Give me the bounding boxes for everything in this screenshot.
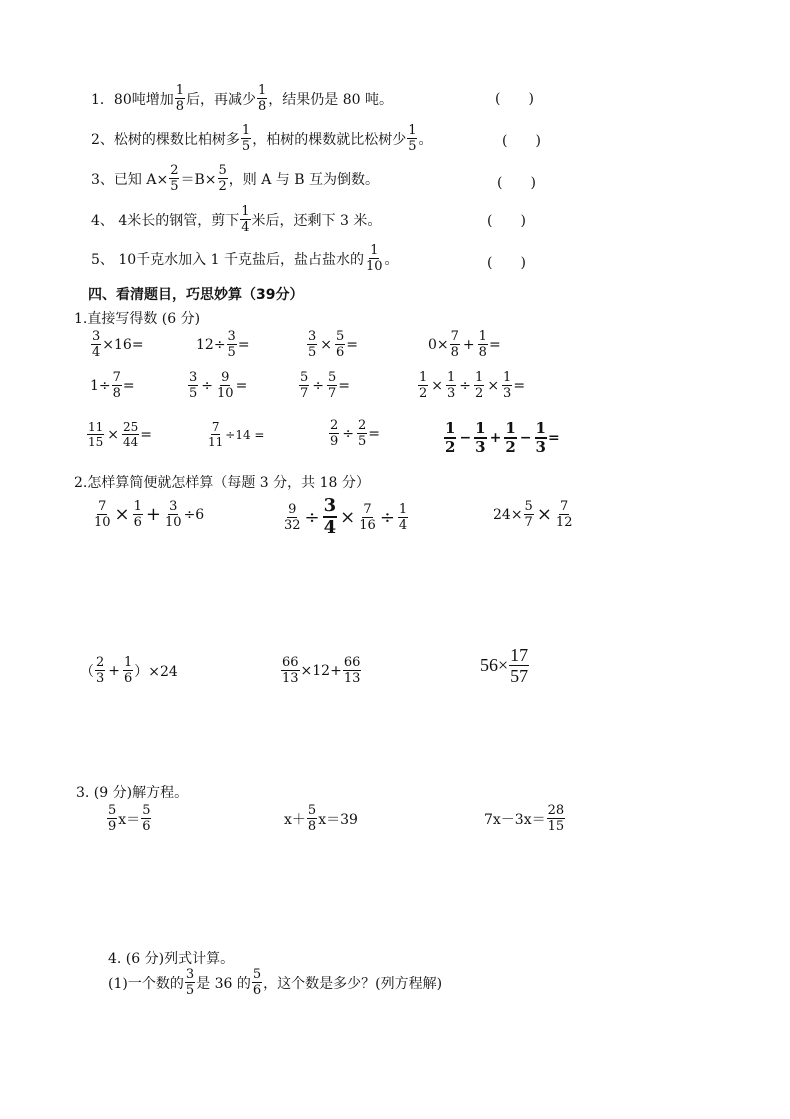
simplify-e3 xyxy=(493,500,574,529)
fraction: $\frac{3}{5}$ xyxy=(189,370,198,401)
expr-text: x＝ xyxy=(118,811,141,828)
calc-r2-d xyxy=(417,371,525,400)
q1-title: 1.直接写得数 (6 分) xyxy=(74,311,201,327)
fraction: $\frac{9}{32}$ xyxy=(284,501,301,533)
answer-paren[interactable]: ( ) xyxy=(495,91,534,107)
calc-r1-b xyxy=(196,330,250,359)
fraction: $\frac{1}{3}$ xyxy=(535,419,546,456)
calc-r3-c xyxy=(328,419,380,448)
operator: ÷ xyxy=(459,377,472,394)
simplify-e1 xyxy=(92,500,204,529)
fraction: $\frac{66}{13}$ xyxy=(282,655,299,686)
fraction: $\frac{2}{9}$ xyxy=(330,418,339,449)
calc-r2-a xyxy=(90,371,135,400)
equation-1 xyxy=(106,804,152,833)
item-text: ，结果仍是 80 吨。 xyxy=(268,91,394,108)
problem-text: (1)一个数的 xyxy=(108,975,184,992)
fraction: $\frac{5}{6}$ xyxy=(142,803,151,834)
operator: ÷ xyxy=(342,425,355,442)
expr-text: = xyxy=(237,336,250,353)
expr-text: 1÷ xyxy=(90,377,111,394)
fraction: $\frac{3}{10}$ xyxy=(165,499,182,530)
expr-text: ×16= xyxy=(102,336,144,353)
fraction: $\frac{1}{3}$ xyxy=(503,370,512,401)
q4-title: 4. (6 分)列式计算。 xyxy=(108,951,235,967)
item-text: ＝B× xyxy=(180,171,217,188)
calc-r3-a xyxy=(86,421,152,448)
item-text: 。 xyxy=(384,251,399,268)
judge-item-4 xyxy=(91,205,381,234)
fraction: $\frac{1}{2}$ xyxy=(505,419,516,456)
expr-text: ）×24 xyxy=(134,663,178,680)
fraction: $\frac{1}{2}$ xyxy=(475,370,484,401)
fraction: $\frac{1}{5}$ xyxy=(241,123,251,154)
operator: ÷ xyxy=(312,377,325,394)
q2-title: 2.怎样算简便就怎样算（每题 3 分，共 18 分） xyxy=(74,475,370,491)
calc-r1-c xyxy=(306,330,358,359)
expr-text: ×12+ xyxy=(300,662,342,679)
operator: × xyxy=(340,506,356,528)
expr-text: x＋ xyxy=(284,811,306,828)
judge-item-5 xyxy=(91,244,399,273)
fraction: $\frac{28}{15}$ xyxy=(547,803,565,834)
item-text: 4、 4米长的钢管，剪下 xyxy=(91,212,240,229)
operator: ÷ xyxy=(304,506,320,528)
item-text: ，则 A 与 B 互为倒数。 xyxy=(228,171,379,188)
calc-r1-a xyxy=(90,330,144,359)
fraction: $\frac{9}{10}$ xyxy=(217,370,234,401)
fraction: $\frac{7}{8}$ xyxy=(112,370,121,401)
operator: × xyxy=(114,504,130,525)
expr-text: = xyxy=(547,430,560,446)
judge-item-2 xyxy=(91,124,432,153)
operator: × xyxy=(320,336,333,353)
expr-text: = xyxy=(338,377,351,394)
fraction: $\frac{3}{5}$ xyxy=(308,329,317,360)
fraction: $\frac{3}{5}$ xyxy=(227,329,236,360)
fraction: $\frac{5}{6}$ xyxy=(336,329,345,360)
section-title: 四、看清题目，巧思妙算（39分） xyxy=(88,287,304,303)
expr-text: 56× xyxy=(480,655,509,675)
operator: − xyxy=(519,430,532,446)
calc-r3-b xyxy=(206,421,264,448)
item-text: ，柏树的棵数就比松树少 xyxy=(252,131,407,148)
expr-text: x＝39 xyxy=(318,811,358,828)
operator: × xyxy=(107,426,120,443)
expr-text: ÷6 xyxy=(183,506,205,523)
fraction: $\frac{1}{6}$ xyxy=(133,499,142,530)
fraction: $\frac{5}{8}$ xyxy=(307,803,317,834)
q3-title: 3. (9 分)解方程。 xyxy=(76,785,189,801)
fraction: $\frac{2}{5}$ xyxy=(170,163,179,194)
operator: + xyxy=(462,336,475,353)
equation-2 xyxy=(284,804,358,833)
operator: ÷ xyxy=(201,377,214,394)
expr-text: 24× xyxy=(493,506,523,523)
fraction: $\frac{25}{44}$ xyxy=(123,420,139,449)
operator: ÷ xyxy=(379,506,395,528)
fraction: $\frac{2}{3}$ xyxy=(96,655,105,686)
fraction: $\frac{1}{3}$ xyxy=(475,419,486,456)
fraction: $\frac{1}{6}$ xyxy=(124,655,133,686)
expr-text: = xyxy=(235,377,248,394)
item-text: 。 xyxy=(418,131,433,148)
answer-paren[interactable]: ( ) xyxy=(497,175,536,191)
fraction: $\frac{3}{4}$ xyxy=(323,495,337,538)
expr-text: 12÷ xyxy=(196,336,226,353)
item-text: 5、 10千克水加入 1 千克盐后，盐占盐水的 xyxy=(91,251,364,268)
fraction: $\frac{7}{16}$ xyxy=(359,501,376,533)
fraction: $\frac{1}{4}$ xyxy=(241,204,250,235)
word-problem-1 xyxy=(108,968,442,997)
fraction: $\frac{1}{4}$ xyxy=(398,501,408,533)
equation-3 xyxy=(484,804,566,833)
simplify-e6 xyxy=(480,646,530,685)
fraction: $\frac{5}{2}$ xyxy=(218,163,227,194)
answer-paren[interactable]: ( ) xyxy=(502,133,541,149)
fraction: $\frac{1}{5}$ xyxy=(408,123,417,154)
fraction: $\frac{1}{10}$ xyxy=(365,243,383,274)
fraction: $\frac{7}{12}$ xyxy=(555,499,573,530)
judge-item-1 xyxy=(91,84,393,113)
fraction: $\frac{11}{15}$ xyxy=(88,420,104,449)
fraction: $\frac{66}{13}$ xyxy=(343,655,361,686)
answer-paren[interactable]: ( ) xyxy=(487,213,526,229)
operator: × xyxy=(431,377,444,394)
fraction: $\frac{17}{57}$ xyxy=(510,645,529,686)
expr-text: = xyxy=(513,377,526,394)
expr-text: = xyxy=(346,336,359,353)
calc-r2-b xyxy=(187,371,247,400)
operator: + xyxy=(145,504,162,525)
fraction: $\frac{5}{7}$ xyxy=(328,370,337,401)
problem-text: 是 36 的 xyxy=(196,975,251,992)
fraction: $\frac{1}{8}$ xyxy=(258,83,267,114)
calc-r2-c xyxy=(298,371,350,400)
fraction: $\frac{2}{5}$ xyxy=(358,418,367,449)
operator: − xyxy=(459,430,472,446)
simplify-e4 xyxy=(80,656,178,685)
fraction: $\frac{3}{5}$ xyxy=(185,967,195,998)
fraction: $\frac{7}{8}$ xyxy=(450,329,459,360)
expr-text: 7x－3x＝ xyxy=(484,811,546,828)
operator: × xyxy=(536,504,552,525)
judge-item-3 xyxy=(91,164,379,193)
fraction: $\frac{1}{8}$ xyxy=(478,329,487,360)
operator: + xyxy=(489,430,502,446)
expr-text: （ xyxy=(80,663,94,680)
fraction: $\frac{7}{11}$ xyxy=(208,420,224,449)
expr-text: = xyxy=(368,425,381,442)
problem-text: ，这个数是多少？(列方程解) xyxy=(263,975,443,992)
fraction: $\frac{1}{3}$ xyxy=(447,370,456,401)
calc-r3-d xyxy=(443,421,560,455)
simplify-e5 xyxy=(280,656,362,685)
calc-r1-d xyxy=(428,330,501,359)
expr-text: = xyxy=(488,336,501,353)
fraction: $\frac{5}{9}$ xyxy=(108,803,117,834)
simplify-e2 xyxy=(282,497,409,537)
item-text: 后，再减少 xyxy=(186,91,257,108)
fraction: $\frac{1}{2}$ xyxy=(445,419,456,456)
fraction: $\frac{5}{6}$ xyxy=(252,967,262,998)
expr-text: = xyxy=(122,377,135,394)
fraction: $\frac{1}{8}$ xyxy=(175,83,185,114)
fraction: $\frac{7}{10}$ xyxy=(94,499,111,530)
expr-text: = xyxy=(140,426,153,443)
item-text: 米后，还剩下 3 米。 xyxy=(251,212,382,229)
answer-paren[interactable]: ( ) xyxy=(487,255,526,271)
operator: + xyxy=(108,662,121,679)
fraction: $\frac{1}{2}$ xyxy=(419,370,428,401)
item-text: 3、已知 A× xyxy=(91,171,169,188)
fraction: $\frac{3}{4}$ xyxy=(92,329,101,360)
fraction: $\frac{5}{7}$ xyxy=(524,499,533,530)
expr-text: 0× xyxy=(428,336,449,353)
operator: × xyxy=(487,377,500,394)
item-text: 2、松树的棵数比柏树多 xyxy=(91,131,240,148)
expr-text: ÷14 = xyxy=(225,427,265,442)
fraction: $\frac{5}{7}$ xyxy=(300,370,309,401)
item-text: 1．80吨增加 xyxy=(91,91,174,108)
